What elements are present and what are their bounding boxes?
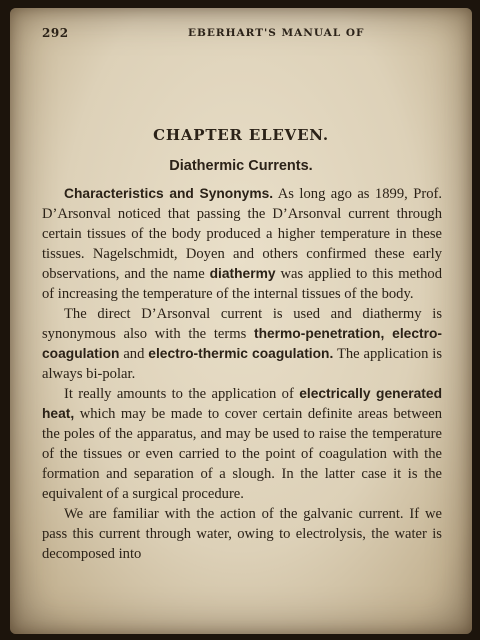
paragraph-galvanic [42,504,442,564]
paragraph-characteristics [42,184,442,304]
paragraph-text: As long ago as 1899, Prof. D’Arsonval noticed that passing the D’Arsonval current through certain tissues of the body produced a higher temperature in these tissues. Nagelschmidt, Doyen and others confirmed these early observations, and the name [42,186,442,282]
page-number: 292 [42,26,69,40]
paragraph-text: was applied to this method of increasing the temperature of the internal tissues of the body. [42,266,442,302]
term-electro-thermic: electro-thermic coagulation. [148,346,334,361]
paragraph-text: The direct D’Arsonval current is used and diathermy is synonymous also with the terms [42,306,442,342]
term-electrically-generated-heat: electrically generated heat, [42,386,442,421]
paragraph-synonyms [42,304,442,384]
section-title: Diathermic Currents. [169,158,313,174]
page-header [10,26,472,44]
paragraph-text: We are familiar with the action of the galvanic current. If we pass this current through water, owing to electrolysis, the water is decomposed into [42,506,442,562]
paragraph-text: which may be made to cover certain definite areas between the poles of the apparatus, and may be used to raise the temperature of the tissues or even carried to the point of coagulation with the formation and separation of a slough. In the latter case it is the equivalent of a surgical procedure. [42,406,442,502]
paragraph-text: The application is always bi-polar. [42,346,442,382]
term-thermo-penetration: thermo-penetration, electro-coagulation [42,326,442,361]
paragraph-text: and [119,346,149,362]
paragraph-lead: Characteristics and Synonyms. [64,186,274,201]
book-page [10,8,472,634]
body-text [42,184,442,564]
chapter-title: CHAPTER ELEVEN. [153,126,329,144]
paragraph-heat [42,384,442,504]
paragraph-text: It really amounts to the application of [64,386,300,402]
term-diathermy: diathermy [209,266,276,281]
running-head: EBERHART'S MANUAL OF [188,27,365,39]
